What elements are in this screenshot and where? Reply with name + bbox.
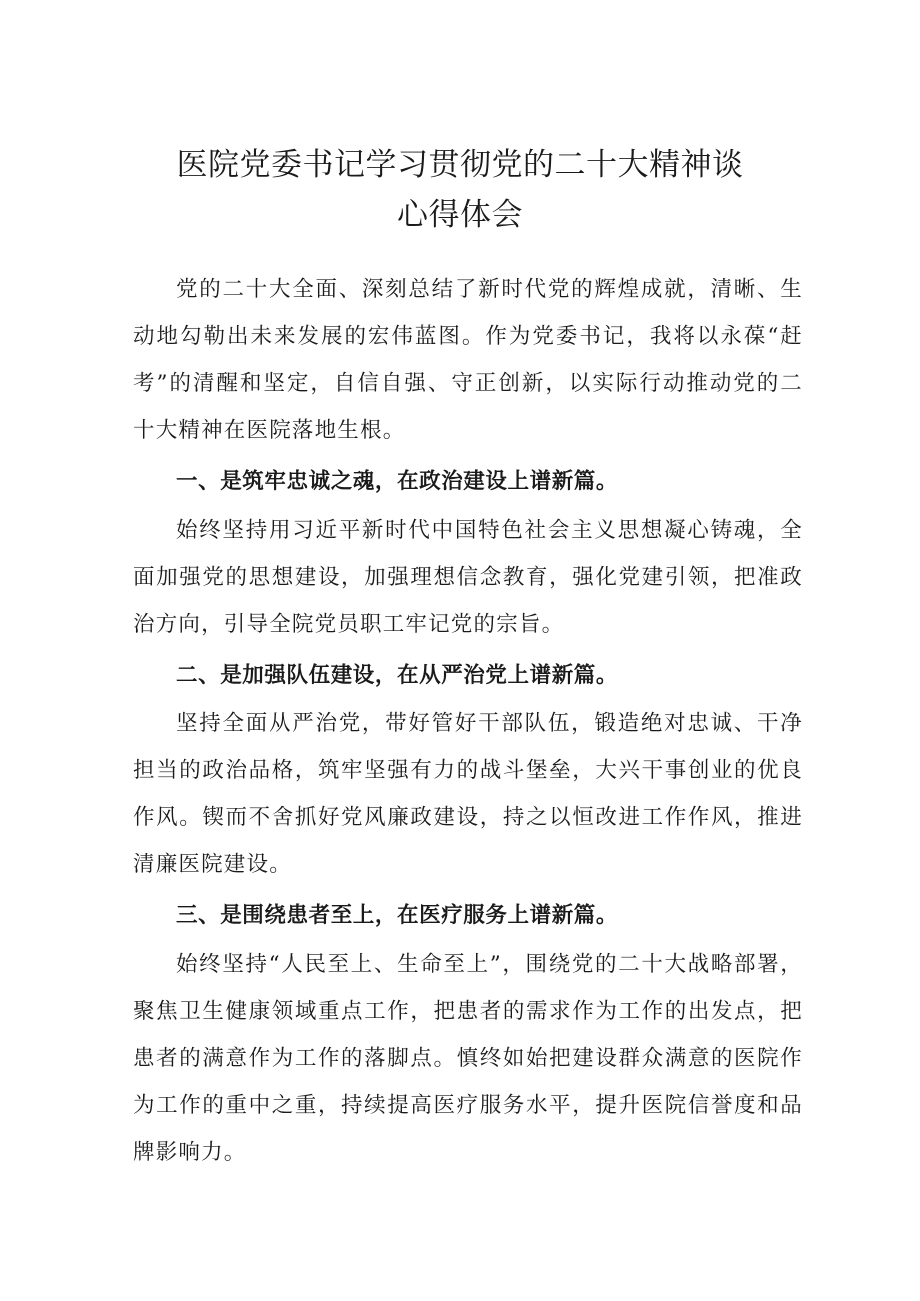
section-heading-2: 二、是加强队伍建设，在从严治党上谱新篇。 [176, 663, 619, 688]
section-body-1: 始终坚持用习近平新时代中国特色社会主义思想凝心铸魂，全面加强党的思想建设，加强理想信念教育，强化党建引领，把准政治方向，引导全院党员职工牢记党的宗旨。 [133, 518, 803, 637]
section-body-2: 坚持全面从严治党，带好管好干部队伍，锻造绝对忠诚、干净担当的政治品格，筑牢坚强有力的战斗堡垒，大兴干事创业的优良作风。锲而不舍抓好党风廉政建设，持之以恒改进工作作风，推进清廉医院建设。 [133, 711, 803, 877]
section-heading-1: 一、是筑牢忠诚之魂，在政治建设上谱新篇。 [176, 469, 619, 494]
section-body-3: 始终坚持“人民至上、生命至上”，围绕党的二十大战略部署，聚焦卫生健康领域重点工作，把患者的需求作为工作的出发点，把患者的满意作为工作的落脚点。慎终如始把建设群众满意的医院作为工作的重中之重，持续提高医疗服务水平，提升医院信誉度和品牌影响力。 [133, 952, 803, 1165]
document-title-line-2: 心得体会 [397, 197, 523, 233]
section-heading-3: 三、是围绕患者至上，在医疗服务上谱新篇。 [176, 903, 619, 928]
intro-paragraph: 党的二十大全面、深刻总结了新时代党的辉煌成就，清晰、生动地勾勒出未来发展的宏伟蓝图。作为党委书记，我将以永葆“赶考”的清醒和坚定，自信自强、守正创新，以实际行动推动党的二十大精神在医院落地生根。 [133, 277, 803, 443]
document-title-line-1: 医院党委书记学习贯彻党的二十大精神谈 [176, 147, 744, 183]
